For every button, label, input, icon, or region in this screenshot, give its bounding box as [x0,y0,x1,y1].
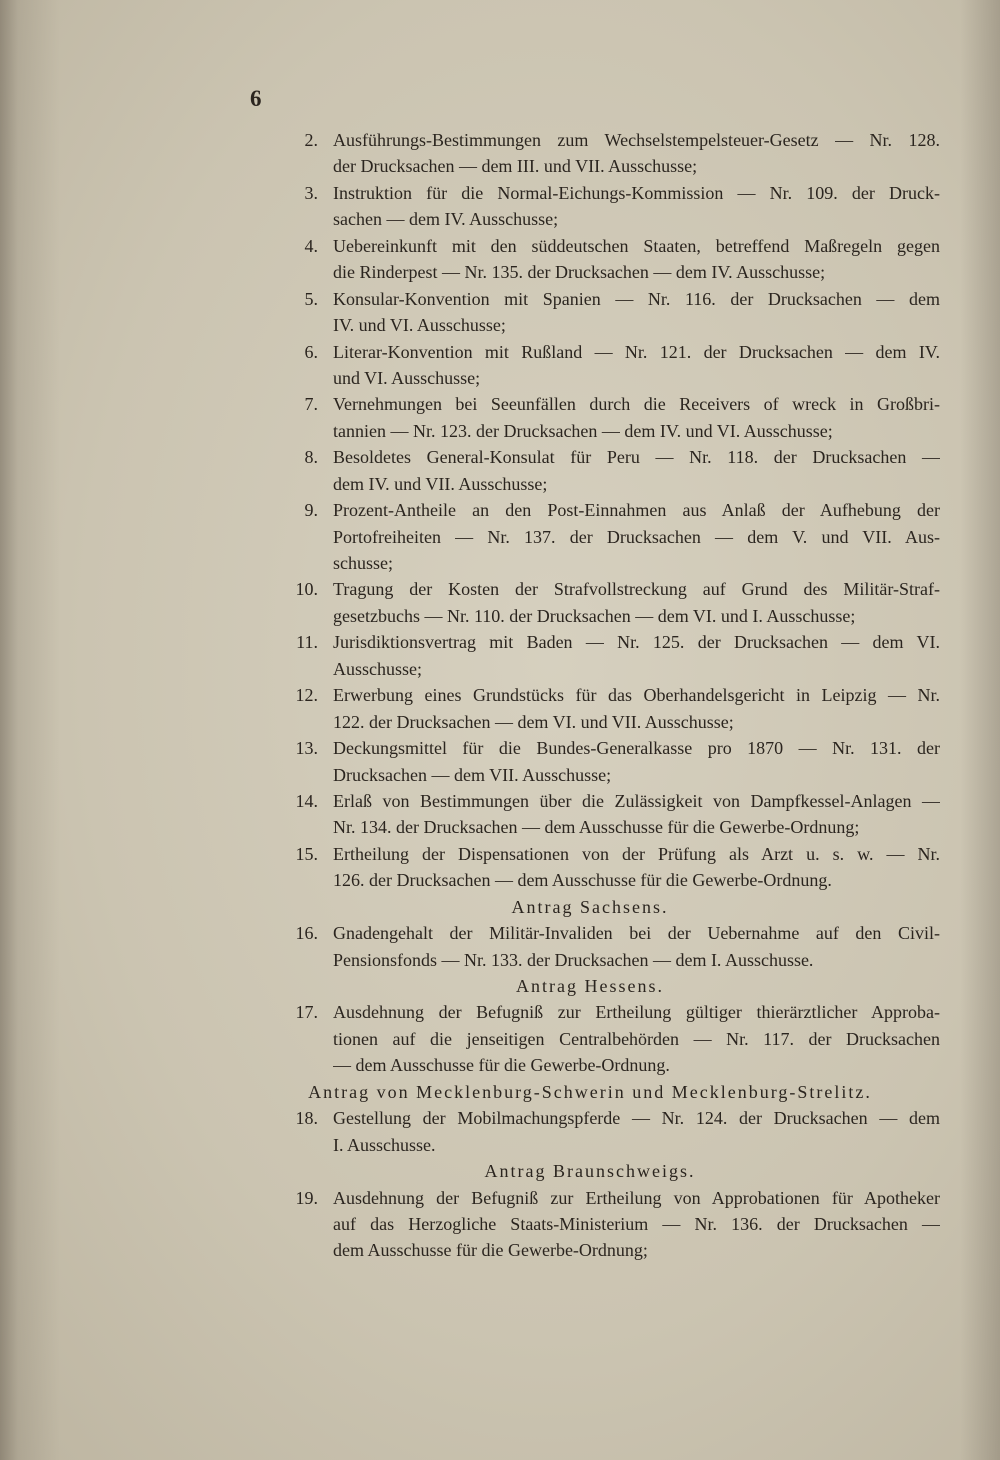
item-number: 19. [295,1187,318,1208]
item-text-line: Ausführungs-Bestimmungen zum Wechselstempelsteuer-Gesetz — Nr. 128. [333,130,940,150]
item-text [333,391,940,444]
section-heading: Antrag Sachsens. [511,896,669,917]
agenda-item [255,497,940,576]
item-text-line: der Drucksachen — dem III. und VII. Ausschusse; [333,156,698,177]
agenda-item [255,576,940,629]
item-text-line: 126. der Drucksachen — dem Ausschusse für die Gewerbe-Ordnung. [333,870,832,891]
agenda-item [255,444,940,497]
item-text [333,735,940,788]
section-heading: Antrag von Mecklenburg-Schwerin und Mecklenburg-Strelitz. [308,1081,872,1102]
agenda-item [255,286,940,339]
item-text-line: Jurisdiktionsvertrag mit Baden — Nr. 125. der Drucksachen — dem VI. [333,632,940,653]
item-text-line: Nr. 134. der Drucksachen — dem Ausschusse für die Gewerbe-Ordnung; [333,817,860,838]
item-text-line: dem Ausschusse für die Gewerbe-Ordnung; [333,1240,648,1261]
item-number: 6. [304,341,318,362]
item-text-line: Erwerbung eines Grundstücks für das Oberhandelsgericht in Leipzig — Nr. [333,685,940,706]
item-text-line: Ertheilung der Dispensationen von der Prüfung als Arzt u. s. w. — Nr. [333,843,940,864]
item-text [333,339,940,392]
item-text-line: schusse; [333,553,393,573]
item-text [333,920,940,973]
item-text [333,841,940,894]
item-text-line: — dem Ausschusse für die Gewerbe-Ordnung. [333,1055,670,1076]
item-text-line: Deckungsmittel für die Bundes-Generalkasse pro 1870 — Nr. 131. der [333,738,940,759]
section-heading: Antrag Braunschweigs. [484,1161,696,1182]
item-number: 8. [304,447,318,468]
item-number: 18. [295,1108,318,1129]
item-text [333,286,940,339]
item-text-line: die Rinderpest — Nr. 135. der Drucksachen — dem IV. Ausschusse; [333,262,826,283]
item-text-line: I. Ausschusse. [333,1134,436,1155]
agenda-item [255,127,940,180]
item-text-line: Ausdehnung der Befugniß zur Ertheilung von Approbationen für Apotheker [333,1187,940,1208]
agenda-item [255,1105,940,1158]
item-text-line: Ausdehnung der Befugniß zur Ertheilung gültiger thierärztlicher Approba- [333,1002,940,1023]
agenda-item [255,682,940,735]
item-text-line: auf das Herzogliche Staats-Ministerium — Nr. 136. der Drucksachen — [333,1213,940,1234]
item-text [333,999,940,1078]
item-text [333,497,940,576]
item-text-line: tannien — Nr. 123. der Drucksachen — dem IV. und VI. Ausschusse; [333,420,833,441]
item-text-line: Prozent-Antheile an den Post-Einnahmen aus Anlaß der Aufhebung der [333,500,940,521]
item-text-line: Tragung der Kosten der Strafvollstreckung auf Grund des Militär-Straf- [333,579,940,600]
item-text-line: Literar-Konvention mit Rußland — Nr. 121. der Drucksachen — dem IV. [333,341,940,362]
item-text-line: Uebereinkunft mit den süddeutschen Staaten, betreffend Maßregeln gegen [333,235,940,256]
item-text [333,444,940,497]
agenda-item [255,339,940,392]
item-text-line: tionen auf die jenseitigen Centralbehörden — Nr. 117. der Drucksachen [333,1028,940,1049]
item-text [333,682,940,735]
item-number: 15. [295,843,318,864]
item-number: 11. [296,632,318,653]
page-number: 6 [250,86,262,111]
agenda-item [255,629,940,682]
item-number: 2. [304,130,318,150]
item-text-line: Instruktion für die Normal-Eichungs-Kommission — Nr. 109. der Druck- [333,182,940,203]
item-number: 5. [304,288,318,309]
agenda-item [255,841,940,894]
item-text-line: sachen — dem IV. Ausschusse; [333,209,559,230]
item-text-line: Ausschusse; [333,658,422,679]
item-text-line: 122. der Drucksachen — dem VI. und VII. Ausschusse; [333,711,734,732]
item-number: 3. [304,182,318,203]
item-text-line: Gnadengehalt der Militär-Invaliden bei der Uebernahme auf den Civil- [333,923,940,944]
item-text [333,180,940,233]
item-number: 9. [304,500,318,521]
item-text-line: Gestellung der Mobilmachungspferde — Nr. 124. der Drucksachen — dem [333,1108,940,1129]
item-text-line: IV. und VI. Ausschusse; [333,315,506,336]
item-text [333,1185,940,1264]
agenda-item [255,920,940,973]
item-number: 4. [304,235,318,256]
item-number: 12. [295,685,318,706]
item-number: 14. [295,790,318,811]
agenda-list [255,127,940,1264]
item-text [333,788,940,841]
agenda-item [255,999,940,1078]
item-text [333,127,940,180]
item-text [333,629,940,682]
item-text [333,576,940,629]
item-text-line: dem IV. und VII. Ausschusse; [333,473,548,494]
item-text-line: Konsular-Konvention mit Spanien — Nr. 116. der Drucksachen — dem [333,288,940,309]
item-text [333,1105,940,1158]
item-text-line: und VI. Ausschusse; [333,367,481,388]
item-text-line: Portofreiheiten — Nr. 137. der Drucksachen — dem V. und VII. Aus- [333,526,940,547]
agenda-item [255,788,940,841]
item-number: 16. [295,923,318,944]
agenda-item [255,180,940,233]
section-heading: Antrag Hessens. [516,976,664,996]
item-text-line: Besoldetes General-Konsulat für Peru — Nr. 118. der Drucksachen — [333,447,940,468]
item-text-line: Pensionsfonds — Nr. 133. der Drucksachen — dem I. Ausschusse. [333,949,814,970]
item-number: 17. [295,1002,318,1023]
item-text-line: Erlaß von Bestimmungen über die Zulässigkeit von Dampfkessel-Anlagen — [333,790,940,811]
item-number: 13. [295,738,318,759]
agenda-item [255,1185,940,1264]
item-text [333,233,940,286]
item-number: 7. [304,394,318,415]
item-text-line: Drucksachen — dem VII. Ausschusse; [333,764,612,785]
item-text-line: gesetzbuchs — Nr. 110. der Drucksachen — dem VI. und I. Ausschusse; [333,605,856,626]
item-number: 10. [295,579,318,600]
agenda-item [255,735,940,788]
agenda-item [255,233,940,286]
item-text-line: Vernehmungen bei Seeunfällen durch die Receivers of wreck in Großbri- [333,394,940,415]
agenda-item [255,391,940,444]
